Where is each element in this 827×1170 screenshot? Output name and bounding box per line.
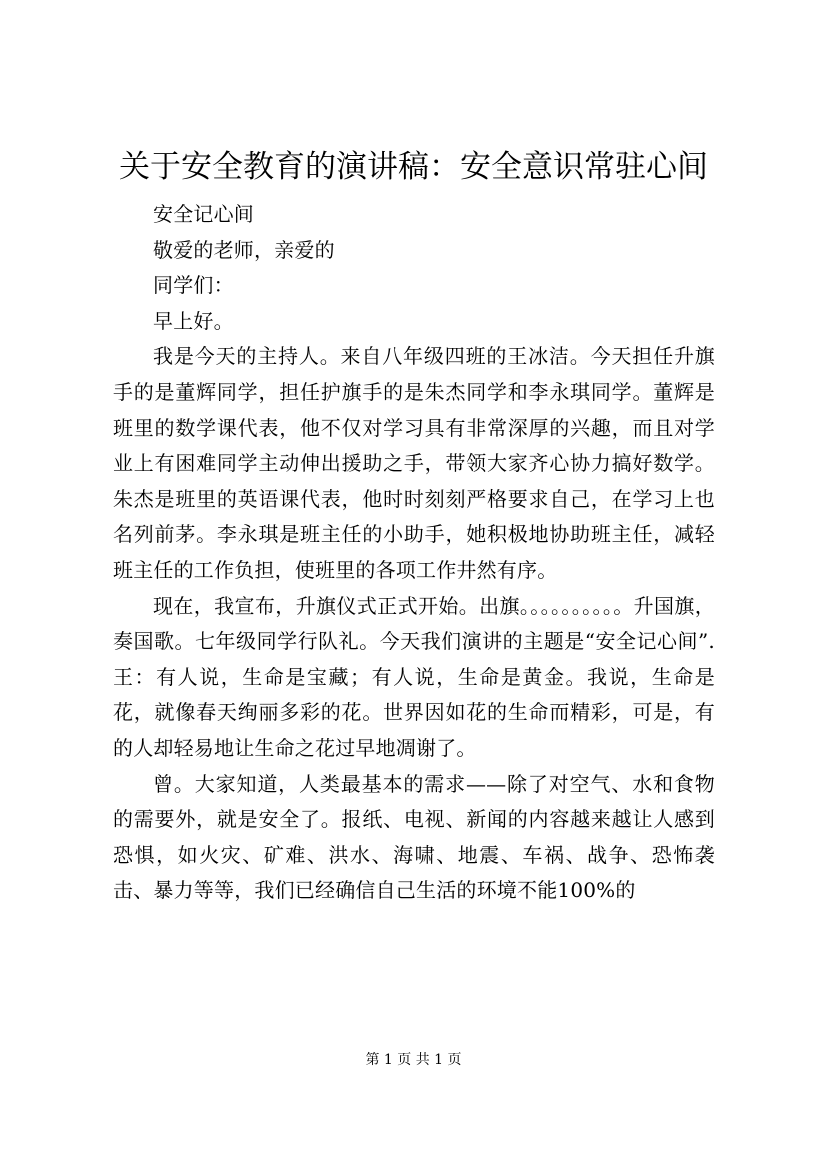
paragraph-greeting: 早上好。 [153, 308, 234, 333]
document-body [113, 197, 715, 909]
page-footer: 第 1 页 共 1 页 [365, 1052, 462, 1068]
paragraph-salutation-2: 同学们： [153, 273, 234, 298]
paragraph-introduction: 我是今天的主持人。来自八年级四班的王冰洁。今天担任升旗手的是董辉同学，担任护旗手的是朱杰同学和李永琪同学。董辉是班里的数学课代表，他不仅对学习具有非常深厚的兴趣，而且对学业上有困难同学主动伸出援助之手，带领大家齐心协力搞好数学。朱杰是班里的英语课代表，他时时刻刻严格要求自己，在学习上也名列前茅。李永琪是班主任的小助手，她积极地协助班主任，减轻班主任的工作负担，使班里的各项工作井然有序。 [113, 344, 715, 582]
document-title: 关于安全教育的演讲稿：安全意识常驻心间 [119, 149, 708, 185]
paragraph-ceremony: 现在，我宣布，升旗仪式正式开始。出旗。。。。。。。。。。升国旗，奏国歌。七年级同学行队礼。今天我们演讲的主题是“安全记心间”.王：有人说，生命是宝藏；有人说，生命是黄金。我说，生命是花，就像春天绚丽多彩的花。世界因如花的生命而精彩，可是，有的人却轻易地让生命之花过早地凋谢了。 [113, 593, 715, 760]
paragraph-safety: 曾。大家知道，人类最基本的需求——除了对空气、水和食物的需要外，就是安全了。报纸、电视、新闻的内容越来越让人感到恐惧，如火灾、矿难、洪水、海啸、地震、车祸、战争、恐怖袭击、暴力等等，我们已经确信自己生活的环境不能100%的 [113, 771, 715, 903]
paragraph-salutation-1: 敬爱的老师，亲爱的 [153, 237, 335, 262]
paragraph-heading: 安全记心间 [153, 202, 254, 226]
